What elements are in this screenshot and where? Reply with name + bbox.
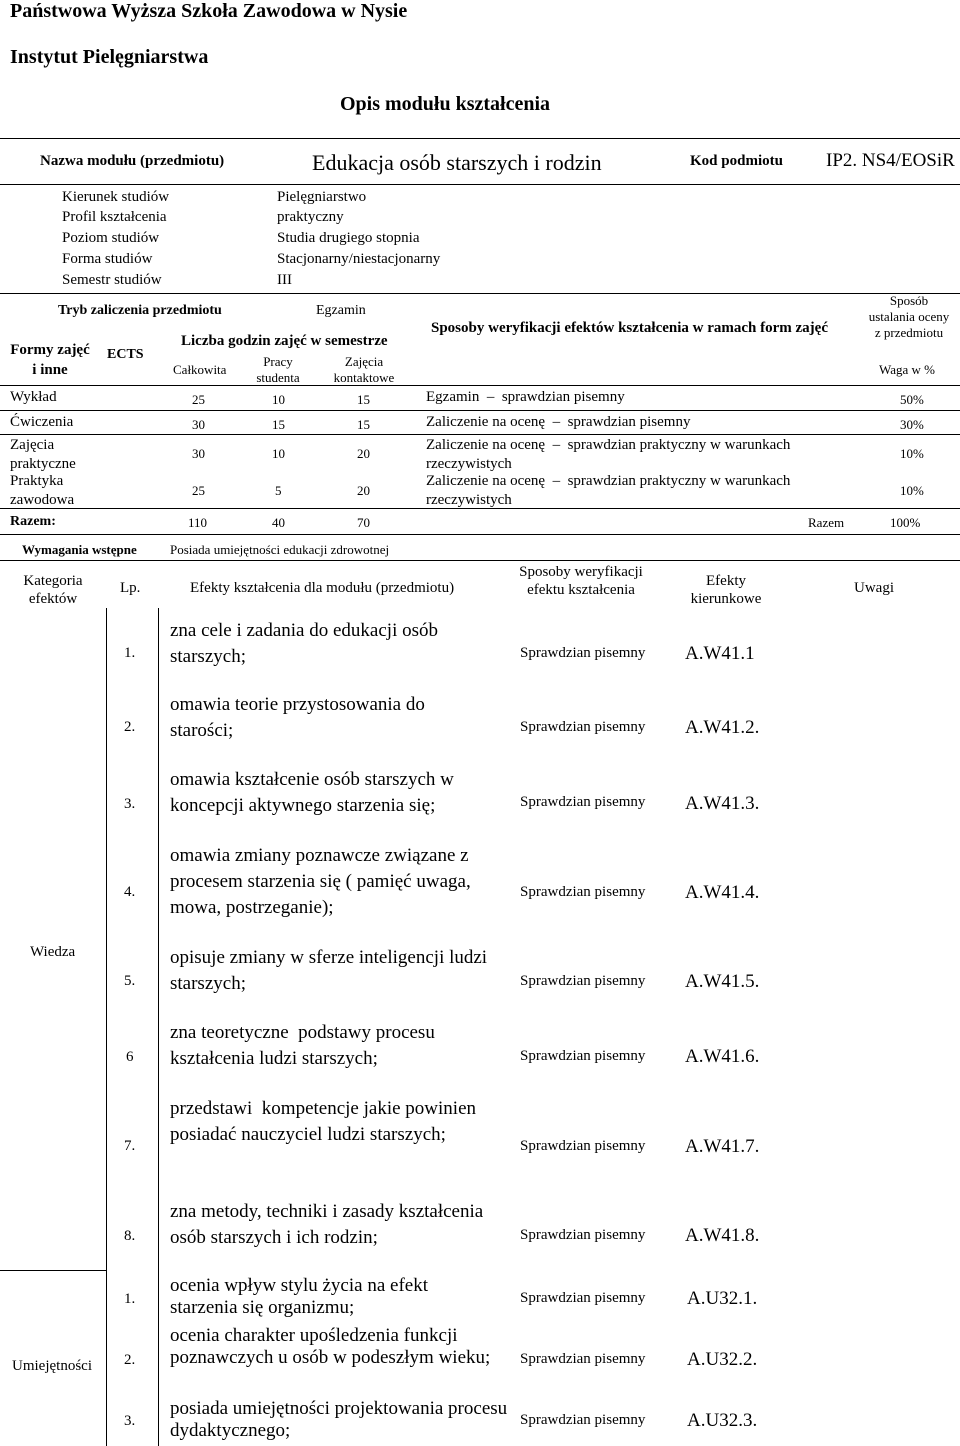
razem-contact: 70 — [357, 515, 370, 530]
razem-student: 40 — [272, 515, 285, 530]
tryb-label: Tryb zaliczenia przedmiotu — [58, 303, 222, 318]
hours-total: 30 — [192, 446, 205, 461]
effect-lp: 6 — [126, 1049, 134, 1065]
divider — [0, 1270, 107, 1271]
study-label: Forma studiów — [62, 251, 153, 267]
divider — [0, 138, 960, 139]
effect-method: Sprawdzian pisemny — [520, 645, 646, 661]
effect-code: A.U32.3. — [687, 1410, 758, 1431]
effect-code: A.W41.4. — [685, 882, 760, 903]
notes-header: Uwagi — [854, 580, 894, 596]
effect-code: A.U32.1. — [687, 1288, 758, 1309]
hours-student: 10 — [272, 392, 285, 407]
module-name-value: Edukacja osób starszych i rodzin — [312, 150, 602, 175]
divider — [0, 508, 960, 509]
waga-label: Waga w % — [879, 362, 935, 377]
weight: 30% — [900, 417, 924, 432]
effect-lp: 1. — [124, 645, 136, 661]
hours-contact: 20 — [357, 446, 370, 461]
effect-method: Sprawdzian pisemny — [520, 1227, 646, 1243]
effect-text: omawia teorie przystosowania do starości; — [170, 694, 425, 741]
effect-lp: 8. — [124, 1228, 136, 1244]
school-name: Państwowa Wyższa Szkoła Zawodowa w Nysie — [10, 0, 408, 22]
effect-method: Sprawdzian pisemny — [520, 719, 646, 735]
effect-method: Sprawdzian pisemny — [520, 794, 646, 810]
effect-method: Sprawdzian pisemny — [520, 884, 646, 900]
module-code-label: Kod podmiotu — [690, 153, 783, 169]
effect-method: Sprawdzian pisemny — [520, 1048, 646, 1064]
method-header: Sposoby weryfikacji efektu kształcenia — [519, 564, 643, 598]
divider — [0, 184, 960, 185]
effect-lp: 4. — [124, 884, 136, 900]
form-label: Praktyka zawodowa — [10, 473, 75, 508]
prereq-value: Posiada umiejętności edukacji zdrowotnej — [170, 542, 390, 557]
category-header: Kategoria efektów — [23, 573, 83, 607]
pracy-label: Pracy studenta — [256, 354, 300, 385]
effect-text: posiada umiejętności projektowania procesu dydaktycznego; — [170, 1398, 508, 1441]
razem-right-label: Razem — [808, 515, 845, 530]
effect-lp: 1. — [124, 1291, 136, 1307]
prereq-label: Wymagania wstępne — [22, 542, 137, 557]
hours-total: 25 — [192, 392, 205, 407]
hours-student: 10 — [272, 446, 285, 461]
study-value: Studia drugiego stopnia — [277, 230, 420, 246]
divider — [0, 385, 960, 386]
weight: 50% — [900, 392, 924, 407]
study-value: III — [277, 272, 292, 288]
verification-method: Egzamin – sprawdzian pisemny — [426, 389, 625, 405]
effect-text: ocenia wpływ stylu życia na efekt starzenia się organizmu; — [170, 1275, 428, 1318]
module-name-label: Nazwa modułu (przedmiotu) — [40, 153, 225, 169]
verification-method: Zaliczenie na ocenę – sprawdzian praktyczny w warunkach rzeczywistych — [426, 473, 795, 508]
razem-weight: 100% — [890, 515, 921, 530]
effect-code: A.W41.7. — [685, 1136, 760, 1157]
effect-code: A.W41.3. — [685, 793, 760, 814]
study-value: Stacjonarny/niestacjonarny — [277, 251, 441, 267]
hours-label: Liczba godzin zajęć w semestrze — [181, 333, 388, 349]
umiejetnosci-label: Umiejętności — [12, 1358, 92, 1374]
weight: 10% — [900, 446, 924, 461]
study-label: Kierunek studiów — [62, 189, 170, 205]
verification-method: Zaliczenie na ocenę – sprawdzian praktyczny w warunkach rzeczywistych — [426, 437, 795, 472]
effect-lp: 2. — [124, 1352, 136, 1368]
effect-code: A.U32.2. — [687, 1349, 758, 1370]
wiedza-label: Wiedza — [30, 944, 76, 960]
effect-lp: 5. — [124, 973, 136, 989]
effect-text: omawia kształcenie osób starszych w koncepcji aktywnego starzenia się; — [170, 769, 454, 816]
effect-code: A.W41.6. — [685, 1046, 760, 1067]
divider — [106, 608, 107, 1446]
divider — [0, 410, 960, 411]
hours-total: 25 — [192, 483, 205, 498]
divider — [0, 534, 960, 535]
divider — [0, 293, 960, 294]
effect-text: zna cele i zadania do edukacji osób starszych; — [170, 620, 438, 667]
study-label: Poziom studiów — [62, 230, 160, 246]
effect-code: A.W41.1 — [685, 643, 755, 664]
tryb-value: Egzamin — [316, 303, 366, 318]
effect-text: opisuje zmiany w sferze inteligencji ludzi starszych; — [170, 947, 488, 994]
study-label: Profil kształcenia — [62, 209, 167, 225]
zajecia-label: Zajęcia kontaktowe — [333, 354, 395, 385]
effect-code: A.W41.8. — [685, 1225, 760, 1246]
effect-text: omawia zmiany poznawcze związane z procesem starzenia się ( pamięć uwaga, mowa, postrzeganie); — [170, 845, 471, 918]
direction-header: Efekty kierunkowe — [690, 573, 762, 607]
sposoby-label: Sposoby weryfikacji efektów kształcenia w ramach form zajęć — [431, 320, 828, 336]
document-title: Opis modułu kształcenia — [339, 93, 551, 115]
module-code-value: IP2. NS4/EOSiR — [826, 150, 955, 171]
verification-method: Zaliczenie na ocenę – sprawdzian pisemny — [426, 414, 691, 430]
effect-method: Sprawdzian pisemny — [520, 973, 646, 989]
effect-lp: 3. — [124, 796, 136, 812]
form-label: Ćwiczenia — [10, 414, 74, 430]
effect-method: Sprawdzian pisemny — [520, 1412, 646, 1428]
effect-lp: 2. — [124, 719, 136, 735]
divider — [158, 608, 159, 1446]
hours-contact: 20 — [357, 483, 370, 498]
study-value: Pielęgniarstwo — [277, 189, 367, 205]
effect-text: zna teoretyczne podstawy procesu kształcenia ludzi starszych; — [170, 1022, 440, 1069]
study-value: praktyczny — [277, 209, 344, 225]
ects-label: ECTS — [107, 347, 144, 362]
effect-method: Sprawdzian pisemny — [520, 1290, 646, 1306]
divider — [0, 560, 960, 561]
form-label: Wykład — [10, 389, 57, 405]
hours-contact: 15 — [357, 392, 370, 407]
effect-lp: 3. — [124, 1413, 136, 1429]
study-label: Semestr studiów — [62, 272, 162, 288]
hours-student: 15 — [272, 417, 285, 432]
razem-label: Razem: — [10, 514, 56, 529]
effect-lp: 7. — [124, 1138, 136, 1154]
effect-code: A.W41.2. — [685, 717, 760, 738]
effect-text: zna metody, techniki i zasady kształcenia osób starszych i ich rodzin; — [170, 1201, 484, 1248]
effect-text: przedstawi kompetencje jakie powinien posiadać nauczyciel ludzi starszych; — [170, 1098, 481, 1145]
calkowita-label: Całkowita — [173, 362, 227, 377]
effect-method: Sprawdzian pisemny — [520, 1351, 646, 1367]
hours-total: 30 — [192, 417, 205, 432]
form-label: Zajęcia praktyczne — [10, 437, 76, 472]
effect-code: A.W41.5. — [685, 971, 760, 992]
divider — [0, 434, 960, 435]
institute-name: Instytut Pielęgniarstwa — [10, 46, 209, 68]
razem-total: 110 — [188, 515, 208, 530]
effect-header: Efekty kształcenia dla modułu (przedmiotu) — [190, 580, 455, 596]
formy-label: Formy zajęć i inne — [10, 342, 90, 378]
hours-contact: 15 — [357, 417, 370, 432]
sposob-ustalania-label: Sposób ustalania oceny z przedmiotu — [868, 293, 950, 340]
effect-text: ocenia charakter upośledzenia funkcji poznawczych u osób w podeszłym wieku; — [170, 1325, 491, 1368]
effect-method: Sprawdzian pisemny — [520, 1138, 646, 1154]
hours-student: 5 — [275, 483, 282, 498]
lp-header: Lp. — [120, 580, 141, 596]
weight: 10% — [900, 483, 924, 498]
